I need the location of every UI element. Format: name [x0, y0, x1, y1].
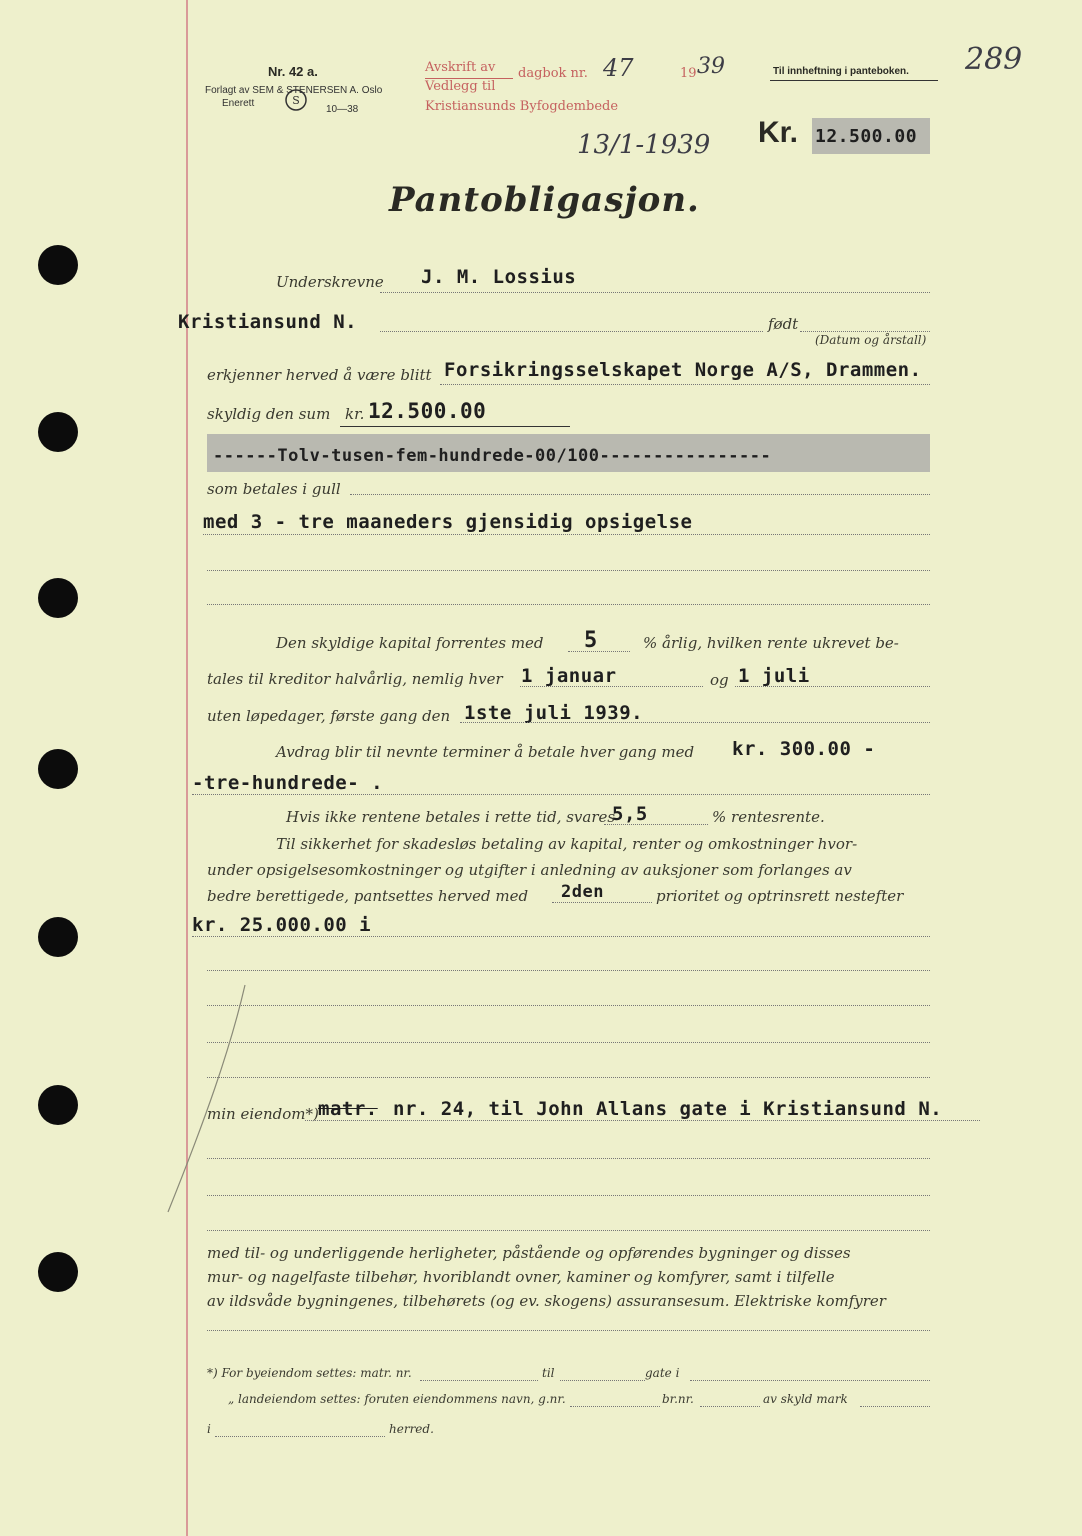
stamp-avskrift: Avskrift av	[425, 60, 496, 75]
default-rate: 5,5	[612, 803, 648, 825]
date-two: 1 juli	[738, 665, 810, 687]
note-right: Til innheftning i panteboken.	[773, 66, 909, 77]
footnote-line-2a: „ landeiendom settes: foruten eiendommens navn, g.nr.	[228, 1392, 566, 1406]
prior-dots	[192, 936, 930, 937]
amount-label: Kr.	[758, 116, 799, 149]
pencil-stroke	[150, 980, 260, 1220]
binder-hole-4	[38, 749, 78, 789]
amount-value: 12.500.00	[815, 126, 918, 147]
footnote-line-1b: til	[542, 1366, 555, 1380]
footnote-line-3a: i	[207, 1422, 211, 1436]
place-dots	[380, 331, 763, 332]
blank-line-4	[207, 1005, 930, 1006]
stamp-dagbok: dagbok nr.	[518, 66, 588, 81]
binder-hole-2	[38, 412, 78, 452]
born-dots	[800, 331, 930, 332]
default-text-1: Hvis ikke rentene betales i rette tid, svares	[286, 808, 616, 826]
og-label: og	[710, 671, 729, 689]
binder-hole-3	[38, 578, 78, 618]
footnote-dots-3	[215, 1436, 385, 1437]
sum-value: 12.500.00	[368, 399, 487, 423]
priority-dots	[552, 902, 652, 903]
binder-hole-7	[38, 1252, 78, 1292]
first-text: uten løpedager, første gang den	[207, 707, 451, 725]
undersigned-label: Underskrevne	[276, 273, 384, 291]
note-underline	[770, 80, 938, 81]
appurt-line-3: av ildsvåde bygningenes, tilbehørets (og ev. skogens) assuransesum. Elektriske komfyrer	[207, 1292, 886, 1310]
terms-value: med 3 - tre maaneders gjensidig opsigelse	[203, 511, 693, 533]
blank-line-1	[207, 570, 930, 571]
footnote-dots-2a	[570, 1406, 660, 1407]
edition-label: 10—38	[326, 104, 359, 115]
first-date: 1ste juli 1939.	[464, 702, 644, 724]
security-line-3b: prioritet og optrinsrett nestefter	[656, 887, 904, 905]
property-label: min eiendom*)	[207, 1105, 319, 1123]
footnote-line-1c: gate i	[645, 1366, 680, 1380]
publisher-logo-icon	[284, 88, 308, 112]
binder-hole-5	[38, 917, 78, 957]
red-margin-line	[186, 0, 188, 1536]
appurt-line-2: mur- og nagelfaste tilbehør, hvoriblandt ovner, kaminer og komfyrer, samt i tilfelle	[207, 1268, 835, 1286]
security-line-1: Til sikkerhet for skadesløs betaling av kapital, renter og omkostninger hvor-	[276, 835, 858, 853]
prior-amount: kr. 25.000.00 i	[192, 914, 372, 936]
priority-value: 2den	[561, 882, 604, 902]
property-struck: matr.	[318, 1098, 378, 1120]
footnote-dots-2b	[700, 1406, 760, 1407]
installment-value: kr. 300.00 -	[732, 738, 876, 760]
year-prefix: 19	[680, 66, 697, 81]
interest-text-2: % årlig, hvilken rente ukrevet be-	[643, 634, 899, 652]
binder-hole-1	[38, 245, 78, 285]
blank-line-9	[207, 1230, 930, 1231]
creditor-label: erkjenner herved å være blitt	[207, 366, 432, 384]
blank-line-8	[207, 1195, 930, 1196]
sum-prefix: kr.	[345, 405, 365, 423]
born-label: født	[768, 315, 799, 333]
footnote-dots-2c	[860, 1406, 930, 1407]
installment-dots	[192, 794, 930, 795]
dagbok-number: 47	[603, 54, 634, 82]
sum-label: skyldig den sum	[207, 405, 331, 423]
undersigned-value: J. M. Lossius	[421, 266, 577, 288]
installment-words: -tre-hundrede- .	[192, 772, 384, 794]
halfyear-text: tales til kreditor halvårlig, nemlig hver	[207, 670, 503, 688]
binder-hole-6	[38, 1085, 78, 1125]
footnote-line-1a: *) For byeiendom settes: matr. nr.	[207, 1366, 412, 1380]
year-suffix: 39	[697, 54, 725, 79]
blank-line-2	[207, 604, 930, 605]
footnote-line-2c: av skyld mark	[763, 1392, 848, 1406]
page-title: Pantobligasjon.	[389, 180, 700, 220]
first-dots	[460, 722, 930, 723]
stamp-vedlegg: Vedlegg til	[425, 79, 496, 94]
creditor-dots	[440, 384, 930, 385]
date-one: 1 januar	[521, 665, 617, 687]
publisher-line: Forlagt av SEM & STENERSEN A. Oslo	[205, 85, 383, 96]
footnote-dots-1b	[560, 1380, 645, 1381]
blank-line-3	[207, 970, 930, 971]
form-number: Nr. 42 a.	[268, 64, 318, 79]
interest-dots	[568, 651, 630, 652]
blank-line-10	[207, 1330, 930, 1331]
sum-underline	[340, 426, 570, 427]
interest-rate: 5	[584, 628, 598, 653]
blank-line-5	[207, 1042, 930, 1043]
default-text-2: % rentesrente.	[712, 808, 825, 826]
sum-words: ------Tolv-tusen-fem-hundrede-00/100----------------	[213, 446, 772, 466]
creditor-value: Forsikringsselskapet Norge A/S, Drammen.	[444, 359, 922, 381]
handwritten-date: 13/1-1939	[577, 130, 711, 160]
undersigned-dots	[380, 292, 930, 293]
footnote-line-2b: br.nr.	[662, 1392, 694, 1406]
date-one-dots	[520, 686, 703, 687]
page-number: 289	[965, 42, 1023, 77]
property-value: nr. 24, til John Allans gate i Kristiansund N.	[393, 1098, 943, 1120]
place-value: Kristiansund N.	[178, 311, 358, 333]
interest-text-1: Den skyldige kapital forrentes med	[276, 634, 544, 652]
rights-label: Enerett	[222, 98, 255, 109]
blank-line-6	[207, 1077, 930, 1078]
appurt-line-1: med til- og underliggende herligheter, påstående og opførendes bygninger og disses	[207, 1244, 851, 1262]
property-dots	[305, 1120, 980, 1121]
born-hint: (Datum og årstall)	[815, 333, 927, 347]
security-line-2: under opsigelsesomkostninger og utgifter i anledning av auksjoner som forlanges av	[207, 861, 852, 879]
svg-text:S: S	[292, 94, 300, 107]
stamp-office: Kristiansunds Byfogdembede	[425, 99, 619, 114]
installment-text: Avdrag blir til nevnte terminer å betale hver gang med	[276, 743, 695, 761]
footnote-dots-1a	[420, 1380, 538, 1381]
blank-line-7	[207, 1158, 930, 1159]
footnote-line-3b: herred.	[389, 1422, 434, 1436]
default-dots	[604, 824, 708, 825]
gold-label: som betales i gull	[207, 480, 341, 498]
footnote-dots-1c	[690, 1380, 930, 1381]
date-two-dots	[735, 686, 930, 687]
security-line-3a: bedre berettigede, pantsettes herved med	[207, 887, 529, 905]
terms-dots	[203, 534, 930, 535]
gold-dots	[350, 494, 930, 495]
